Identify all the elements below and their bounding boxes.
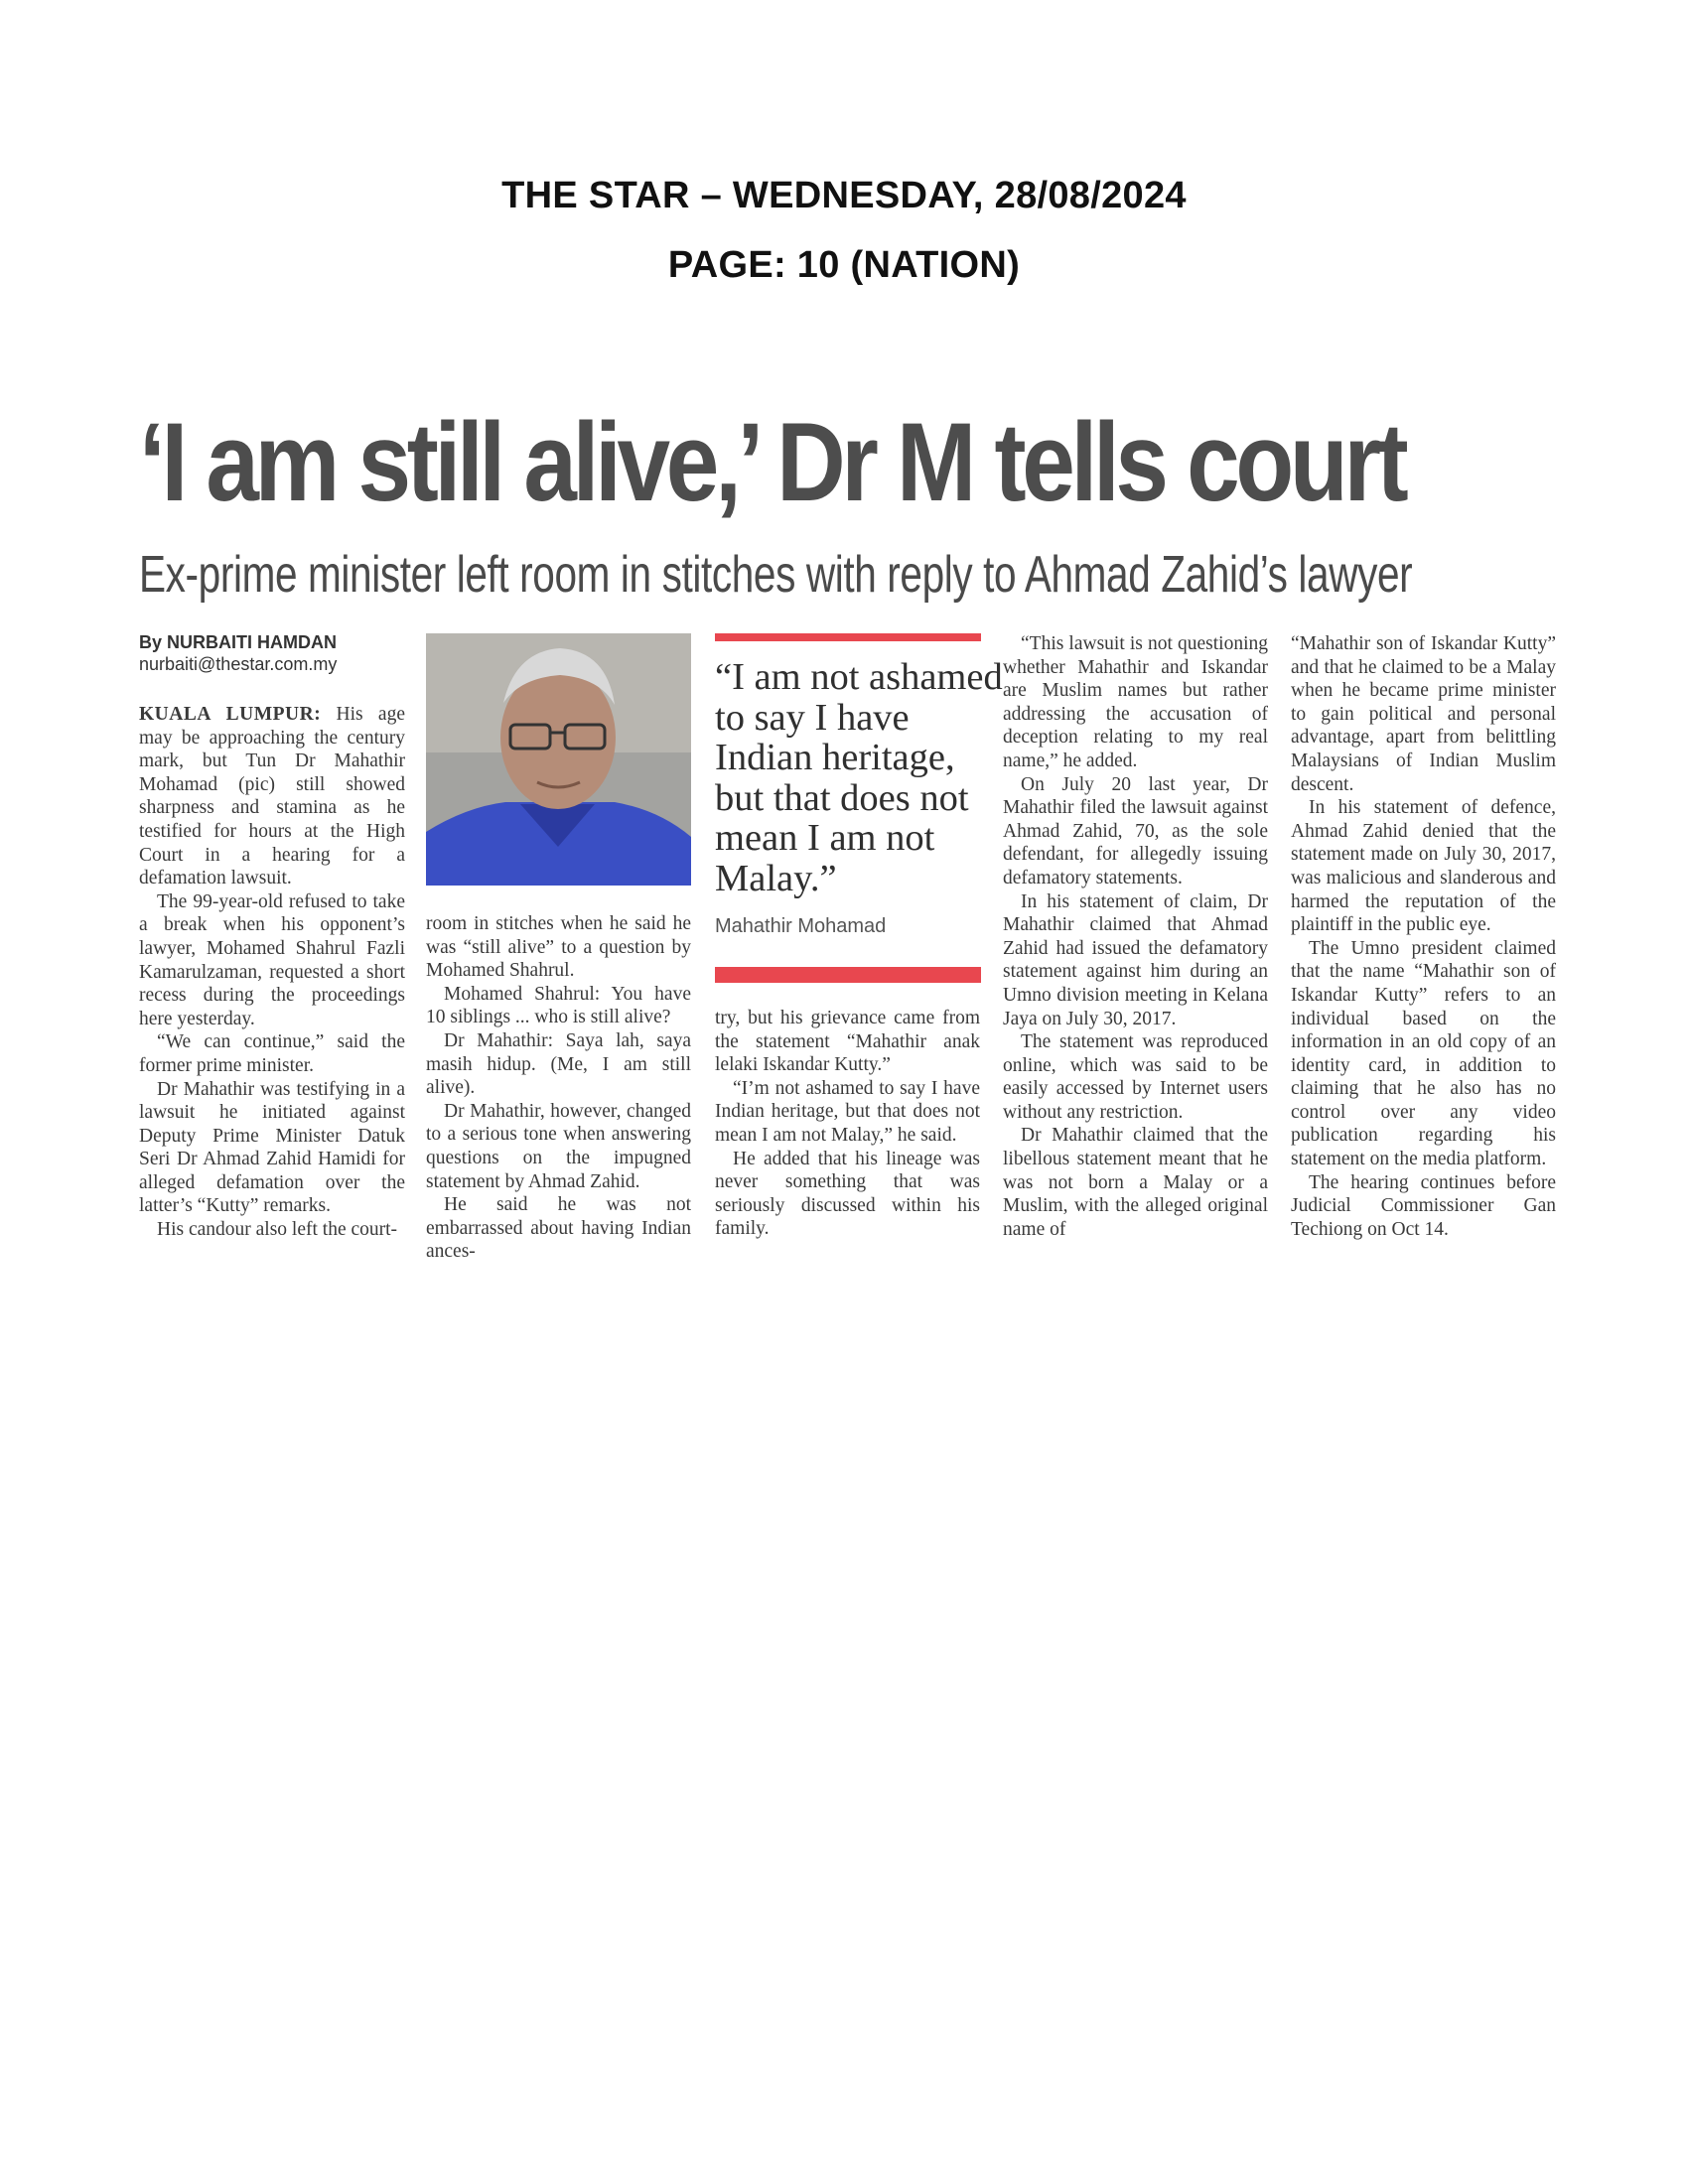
paragraph: Mohamed Shahrul: You have 10 siblings ... who is still alive? — [426, 983, 691, 1028]
pullquote-bottom-rule — [715, 967, 981, 983]
paragraph: Dr Mahathir was testifying in a lawsuit he initiated against Deputy Prime Minister Datuk Seri Dr Ahmad Zahid Hamidi for alleged defamation over the latter’s “Kutty” remarks. — [139, 1078, 405, 1217]
paragraph: Dr Mahathir claimed that the libellous statement meant that he was not born a Malay or a Muslim, with the alleged original name of — [1003, 1125, 1268, 1240]
paragraph: “I’m not ashamed to say I have Indian heritage, but that does not mean I am not Malay,” he said. — [715, 1077, 980, 1146]
paragraph: try, but his grievance came from the statement “Mahathir anak lelaki Iskandar Kutty.” — [715, 1008, 980, 1076]
portrait-illustration — [426, 633, 691, 886]
paragraph: His candour also left the court- — [157, 1219, 398, 1241]
paragraph: The hearing continues before Judicial Commissioner Gan Techiong on Oct 14. — [1291, 1171, 1556, 1240]
paragraph: The statement was reproduced online, which was said to be easily accessed by Internet users without any restriction. — [1003, 1031, 1268, 1123]
article-column-4 — [1003, 632, 1268, 1241]
paragraph: In his statement of defence, Ahmad Zahid denied that the statement made on July 30, 2017, was malicious and slanderous and harmed the reputation of the plaintiff in the public eye. — [1291, 797, 1556, 936]
article-headline: ‘I am still alive,’ Dr M tells court — [139, 400, 1405, 524]
byline-author: By NURBAITI HAMDAN — [139, 632, 337, 652]
paragraph: Dr Mahathir: Saya lah, saya masih hidup. (Me, I am still alive). — [426, 1029, 691, 1099]
dateline: KUALA LUMPUR: — [139, 704, 322, 725]
clipping-source-line: THE STAR – WEDNESDAY, 28/08/2024 — [501, 175, 1187, 216]
paragraph: room in stitches when he said he was “still alive” to a question by Mohamed Shahrul. — [426, 913, 691, 982]
paragraph: “This lawsuit is not questioning whether Mahathir and Iskandar are Muslim names but rather addressing the accusation of deception relating to my real name,” he added. — [1003, 633, 1268, 771]
paragraph — [139, 703, 405, 890]
paragraph: The 99-year-old refused to take a break when his opponent’s lawyer, Mohamed Shahrul Fazli Kamarulzaman, requested a short recess during the proceedings here yesterday. — [139, 890, 405, 1029]
article-column-1 — [139, 703, 405, 1242]
paragraph: The Umno president claimed that the name “Mahathir son of Iskandar Kutty” refers to an individual based on the information in an old copy of an identity card, in addition to claiming that he also has no control over any video publication regarding his statement on the media platform. — [1291, 937, 1556, 1170]
pullquote-top-rule — [715, 633, 981, 641]
paragraph: He added that his lineage was never something that was seriously discussed within his family. — [715, 1148, 980, 1240]
article-column-3 — [715, 1007, 980, 1241]
clipping-page-line: PAGE: 10 (NATION) — [667, 244, 1021, 286]
paragraph: He said he was not embarrassed about having Indian ances- — [426, 1194, 691, 1263]
paragraph: “Mahathir son of Iskandar Kutty” and that he claimed to be a Malay when he became prime minister to gain political and personal advantage, apart from belittling Malaysians of Indian Muslim descent. — [1291, 633, 1556, 795]
byline-email: nurbaiti@thestar.com.my — [139, 654, 338, 674]
paragraph: Dr Mahathir, however, changed to a serious tone when answering questions on the impugned statement by Ahmad Zahid. — [426, 1100, 691, 1192]
article-column-2 — [426, 912, 691, 1264]
paragraph-text: His age may be approaching the century mark, but Tun Dr Mahathir Mohamad (pic) still showed sharpness and stamina as he testified for hours at the High Court in a hearing for a defamation lawsuit. — [139, 704, 405, 889]
pullquote-text: “I am not ashamed to say I have Indian heritage, but that does not mean I am not Malay.” — [715, 656, 1003, 899]
paragraph: “We can continue,” said the former prime minister. — [139, 1031, 405, 1076]
paragraph: In his statement of claim, Dr Mahathir claimed that Ahmad Zahid had issued the defamatory statement against him during an Umno division meeting in Kelana Jaya on July 30, 2017. — [1003, 890, 1268, 1029]
mahathir-photo — [426, 633, 691, 886]
byline — [139, 631, 407, 675]
paragraph: On July 20 last year, Dr Mahathir filed the lawsuit against Ahmad Zahid, 70, as the sole defendant, for allegedly issuing defamatory statements. — [1003, 773, 1268, 888]
article-subheadline: Ex-prime minister left room in stitches with reply to Ahmad Zahid’s lawyer — [139, 546, 1413, 604]
article-column-5 — [1291, 632, 1556, 1241]
pullquote-attribution: Mahathir Mohamad — [715, 915, 887, 937]
